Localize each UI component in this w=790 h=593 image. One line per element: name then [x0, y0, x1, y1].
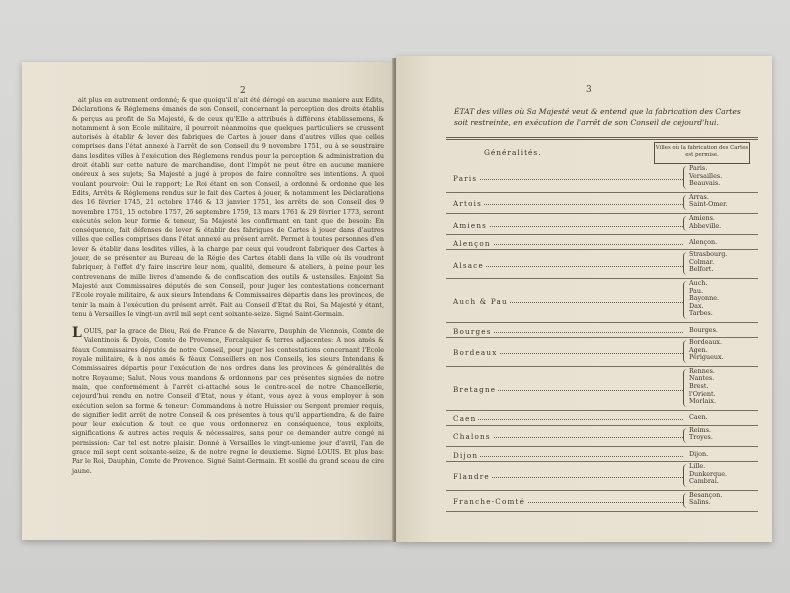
brace: [683, 493, 687, 508]
town-name: Pau.: [689, 286, 703, 295]
generalite-name: Franche-Comté: [453, 497, 526, 507]
town-name: Arras.: [689, 192, 709, 201]
town-name: Reims.: [689, 425, 712, 434]
generalite-row: [453, 250, 753, 279]
generalite-row: [453, 462, 753, 491]
generalite-row: [453, 338, 753, 367]
town-name: Troyes.: [689, 433, 713, 442]
leader-dots: [453, 419, 683, 420]
brace: [683, 166, 687, 189]
brace: [683, 369, 687, 407]
generalite-row: [453, 411, 753, 426]
towns-list: [689, 339, 724, 362]
towns-list: [689, 492, 722, 507]
generalite-name: Bordeaux: [453, 348, 498, 358]
generalite-row: [453, 235, 753, 250]
page-number-left: 2: [240, 86, 246, 96]
etat-title: ÉTAT des villes où Sa Majesté veut & entend que la fabrication des Cartes soit restreinte, en exécution de l'arrêt de son Conseil de cejourd'hui.: [454, 107, 741, 127]
towns-list: [689, 239, 717, 247]
towns-list: [689, 327, 718, 335]
town-name: Agen.: [689, 345, 708, 354]
towns-list: [689, 165, 722, 188]
generalite-name: Bourges: [453, 326, 492, 336]
town-name: Rennes.: [689, 366, 715, 375]
town-name: Bourges.: [689, 325, 718, 334]
brace: [683, 340, 687, 363]
generalite-name: Auch & Pau: [453, 297, 508, 306]
towns-list: [689, 280, 719, 318]
town-name: l'Orient.: [689, 389, 716, 398]
town-name: Dunkerque.: [689, 469, 728, 478]
town-name: Dax.: [689, 301, 704, 310]
generalite-row: [453, 447, 753, 462]
town-name: Belfort.: [689, 265, 714, 274]
leader-dots: [453, 456, 683, 457]
town-name: Nantes.: [689, 374, 715, 383]
generalite-row: [453, 367, 753, 411]
town-name: Caen.: [689, 413, 708, 422]
generalite-row: [453, 164, 753, 193]
towns-list: [689, 194, 728, 209]
leader-dots: [453, 204, 683, 205]
town-name: Bayonne.: [689, 294, 720, 303]
generalite-row: [453, 279, 753, 323]
generalite-row: [453, 193, 753, 214]
letters-patent-paragraph: LOUIS, par la grace de Dieu, Roi de France & de Navarre, Dauphin de Viennois, Comte de Valentinois & Dyois, Comte de Provence, Forcalquier & terres adjacentes: A nos amés & féaux Commissaires députés de notre Conseil, pour juger les contestations concernant l'Ecole royale militaire, & à nos amés & féaux Conseillers en nos Conseils, les sieurs Intendans & Commissaires départis pour l'exécution de nos ordres dans les provinces & généralités de notre Royaume; Salut. Nous vous mandons & ordonnons par ces présentes signées de notre main, que conformément à l'arrêt ci-attaché sous le contre-scel de notre Chancellerie, cejourd'hui rendu en notre Conseil d'Etat, nous y étant, vous ayez à vous employer à son exécution selon sa forme & teneur: Commandons à notre Huissier ou Sergent premier requis, de signifier ledit arrêt de notre Conseil & ces présentes à tous qu'il appartiendra, & de faire pour leur exécution & tout ce que vous ordonnerez en conséquence, tous exploits, significations & autres actes requis & nécessaires, sans pour ce demander autre congé ni permission: Car tel est notre plaisir. Donné à Versailles le vingt-unieme jour d'avril, l'an de grace mil sept cent soixante-seize, & de notre regne le deuxieme. Signé LOUIS. Et plus bas: Par le Roi, Dauphin, Comte de Provence. Signé Saint-Germain. Et scellé du grand sceau de cire jaune.: [72, 325, 384, 475]
town-name: Cambrai.: [689, 477, 719, 486]
generalite-row: [453, 214, 753, 235]
town-name: Brest.: [689, 381, 709, 390]
town-name: Bordeaux.: [689, 338, 723, 346]
town-name: Beauvais.: [689, 179, 721, 188]
title-rule-thin: [446, 139, 758, 140]
generalite-name: Paris: [453, 174, 478, 184]
town-name: Salins.: [689, 498, 711, 507]
town-name: Paris.: [689, 164, 708, 172]
town-name: Alençon.: [689, 237, 718, 246]
town-name: Strasbourg.: [689, 250, 728, 259]
brace: [683, 195, 687, 210]
generalite-name: Dijon: [453, 450, 479, 460]
towns-list: [689, 414, 708, 422]
town-name: Auch.: [689, 279, 708, 287]
right-page: [396, 56, 772, 542]
town-name: Abbeville.: [689, 221, 722, 230]
town-name: Périgueux.: [689, 353, 724, 362]
leader-dots: [453, 266, 683, 267]
towns-list: [689, 463, 727, 486]
generalites-header: Généralités.: [484, 148, 542, 157]
town-name: Tarbes.: [689, 309, 713, 318]
generalite-row: [453, 426, 753, 447]
generalite-name: Bretagne: [453, 384, 497, 394]
generalite-name: Caen: [453, 414, 477, 424]
town-name: Amiens.: [689, 214, 715, 222]
town-name: Lille.: [689, 462, 706, 470]
brace: [683, 216, 687, 231]
decree-paragraph: ait plus en autrement ordonné; & que quoiqu'il n'ait été dérogé en aucune maniere aux Edits, Déclarations & Réglemens émanés de son Conseil, concernant la perception des droits établis & perçus au profit de Sa Majesté, & de ceux qu'Elle a attribués à différens établissemens, & notamment à son Ecole militaire, il pourroit néanmoins que quelques particuliers se crussent autorisés à établir & lever des fabriques de Cartes à jouer dans d'autres villes que celles comprises dans l'état annexé à l'arrêt de son Conseil du 9 novembre 1751, ou à se soustraire dans lesdites villes à l'exécution des Réglemens rendus pour la perception & administration du droit établi sur cette nature de marchandise, dont l'impôt ne peut être en aucune maniere onéreux à ses sujets; Sa Majesté a jugé à propos de faire connoître ses intentions. A quoi voulant pourvoir: Oui le rapport; Le Roi étant en son Conseil, a ordonné & ordonne que les Edits, Arrêts & Réglemens rendus sur le fait des Cartes à jouer, & notamment les Déclarations des 16 février 1745, 21 octobre 1746 & 13 janvier 1751, les arrêts de son Conseil des 9 novembre 1751, 15 octobre 1757, 26 septembre 1759, 13 mars 1761 & 29 février 1773, seront exécutés selon leur forme & teneur, Sa Majesté les confirmant en tant que de besoin: En conséquence, fait défenses de lever & établir des fabriques de Cartes à jouer dans d'autres villes que celles comprises dans l'état annexé au présent arrêt. Permet à toutes personnes d'en lever & établir dans lesdites villes, à la charge par ceux qui voudront fabriquer des Cartes à jouer, de se présenter au Bureau de la Régie des Cartes établi dans la ville où ils voudront fabriquer, à l'effet d'y faire inscrire leur nom, qualité, demeure & ateliers, à peine pour les contrevenans de mille livres d'amende & de confiscation des outils & ustensiles. Enjoint Sa Majesté aux Commissaires députés de son Conseil, pour juger les contestations concernant l'Ecole royale militaire, & aux sieurs Intendans & Commissaires départis dans les provinces, de tenir la main à l'exécution du présent arrêt. Fait au Conseil d'Etat du Roi, Sa Majesté y étant, tenu à Versailles le vingt-un avril mil sept cent soixante-seize. Signé Saint-Germain.: [72, 96, 384, 318]
title-rule: [446, 137, 758, 138]
brace: [683, 252, 687, 275]
town-name: Morlaix.: [689, 397, 716, 406]
town-name: Dijon.: [689, 449, 709, 458]
towns-list: [689, 215, 721, 230]
generalite-name: Artois: [453, 199, 483, 209]
town-name: Versailles.: [689, 171, 723, 180]
towns-list: [689, 251, 727, 274]
generalite-name: Flandre: [453, 472, 490, 482]
brace: [683, 464, 687, 487]
towns-list: [689, 368, 716, 406]
decree-text: [72, 96, 384, 480]
villes-header-box: Villes où la fabrication des Cartes est permise.: [654, 142, 750, 164]
generalite-name: Alsace: [453, 260, 484, 270]
generalite-name: Amiens: [453, 220, 488, 230]
town-name: Colmar.: [689, 257, 715, 266]
towns-list: [689, 427, 713, 442]
row-separator: [446, 511, 758, 512]
brace: [683, 281, 687, 319]
brace: [683, 428, 687, 443]
page-number-right: 3: [586, 85, 592, 95]
towns-list: [689, 451, 708, 459]
left-page: [22, 62, 394, 540]
town-name: Besançon.: [689, 490, 723, 499]
town-name: Saint-Omer.: [689, 200, 728, 209]
generalite-row: [453, 491, 753, 512]
generalite-name: Chalons: [453, 432, 491, 442]
generalite-row: [453, 323, 753, 338]
leader-dots: [453, 179, 683, 180]
generalite-name: Alençon: [453, 238, 491, 248]
